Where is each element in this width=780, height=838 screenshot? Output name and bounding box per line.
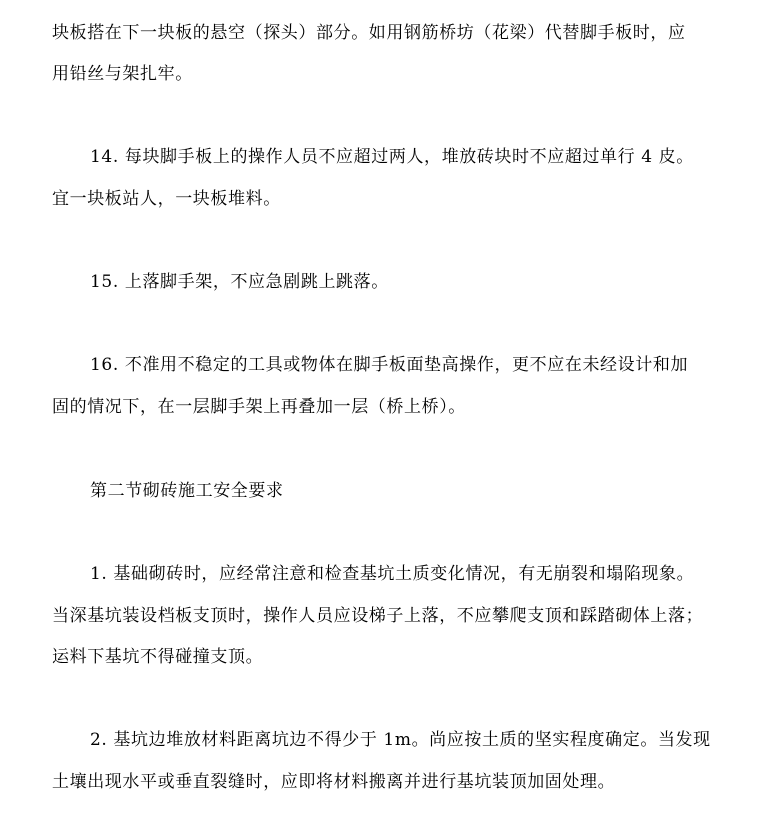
section-item-2-line-2: 土壤出现水平或垂直裂缝时，应即将材料搬离并进行基坑装顶加固处理。 xyxy=(52,772,616,792)
paragraph-13-line-2: 用铅丝与架扎牢。 xyxy=(52,64,193,84)
section-heading: 第二节砌砖施工安全要求 xyxy=(90,481,284,501)
paragraph-13-line-1: 块板搭在下一块板的悬空（探头）部分。如用钢筋桥坊（花梁）代替脚手板时，应 xyxy=(52,23,686,43)
paragraph-16-line-1: 16. 不准用不稳定的工具或物体在脚手板面垫高操作，更不应在未经设计和加 xyxy=(90,355,689,375)
section-item-1-line-2: 当深基坑装设档板支顶时，操作人员应设梯子上落，不应攀爬支顶和踩踏砌体上落； xyxy=(52,606,704,626)
paragraph-16-line-2: 固的情况下，在一层脚手架上再叠加一层（桥上桥）。 xyxy=(52,397,466,417)
section-item-1-line-1: 1. 基础砌砖时，应经常注意和检查基坑土质变化情况，有无崩裂和塌陷现象。 xyxy=(90,564,695,584)
paragraph-14-line-1: 14. 每块脚手板上的操作人员不应超过两人，堆放砖块时不应超过单行 4 皮。 xyxy=(90,147,694,167)
paragraph-15-line-1: 15. 上落脚手架，不应急剧跳上跳落。 xyxy=(90,272,389,292)
section-item-1-line-3: 运料下基坑不得碰撞支顶。 xyxy=(52,647,264,667)
paragraph-14-line-2: 宜一块板站人，一块板堆料。 xyxy=(52,189,281,209)
section-item-2-line-1: 2. 基坑边堆放材料距离坑边不得少于 1m。尚应按土质的坚实程度确定。当发现 xyxy=(90,730,711,750)
